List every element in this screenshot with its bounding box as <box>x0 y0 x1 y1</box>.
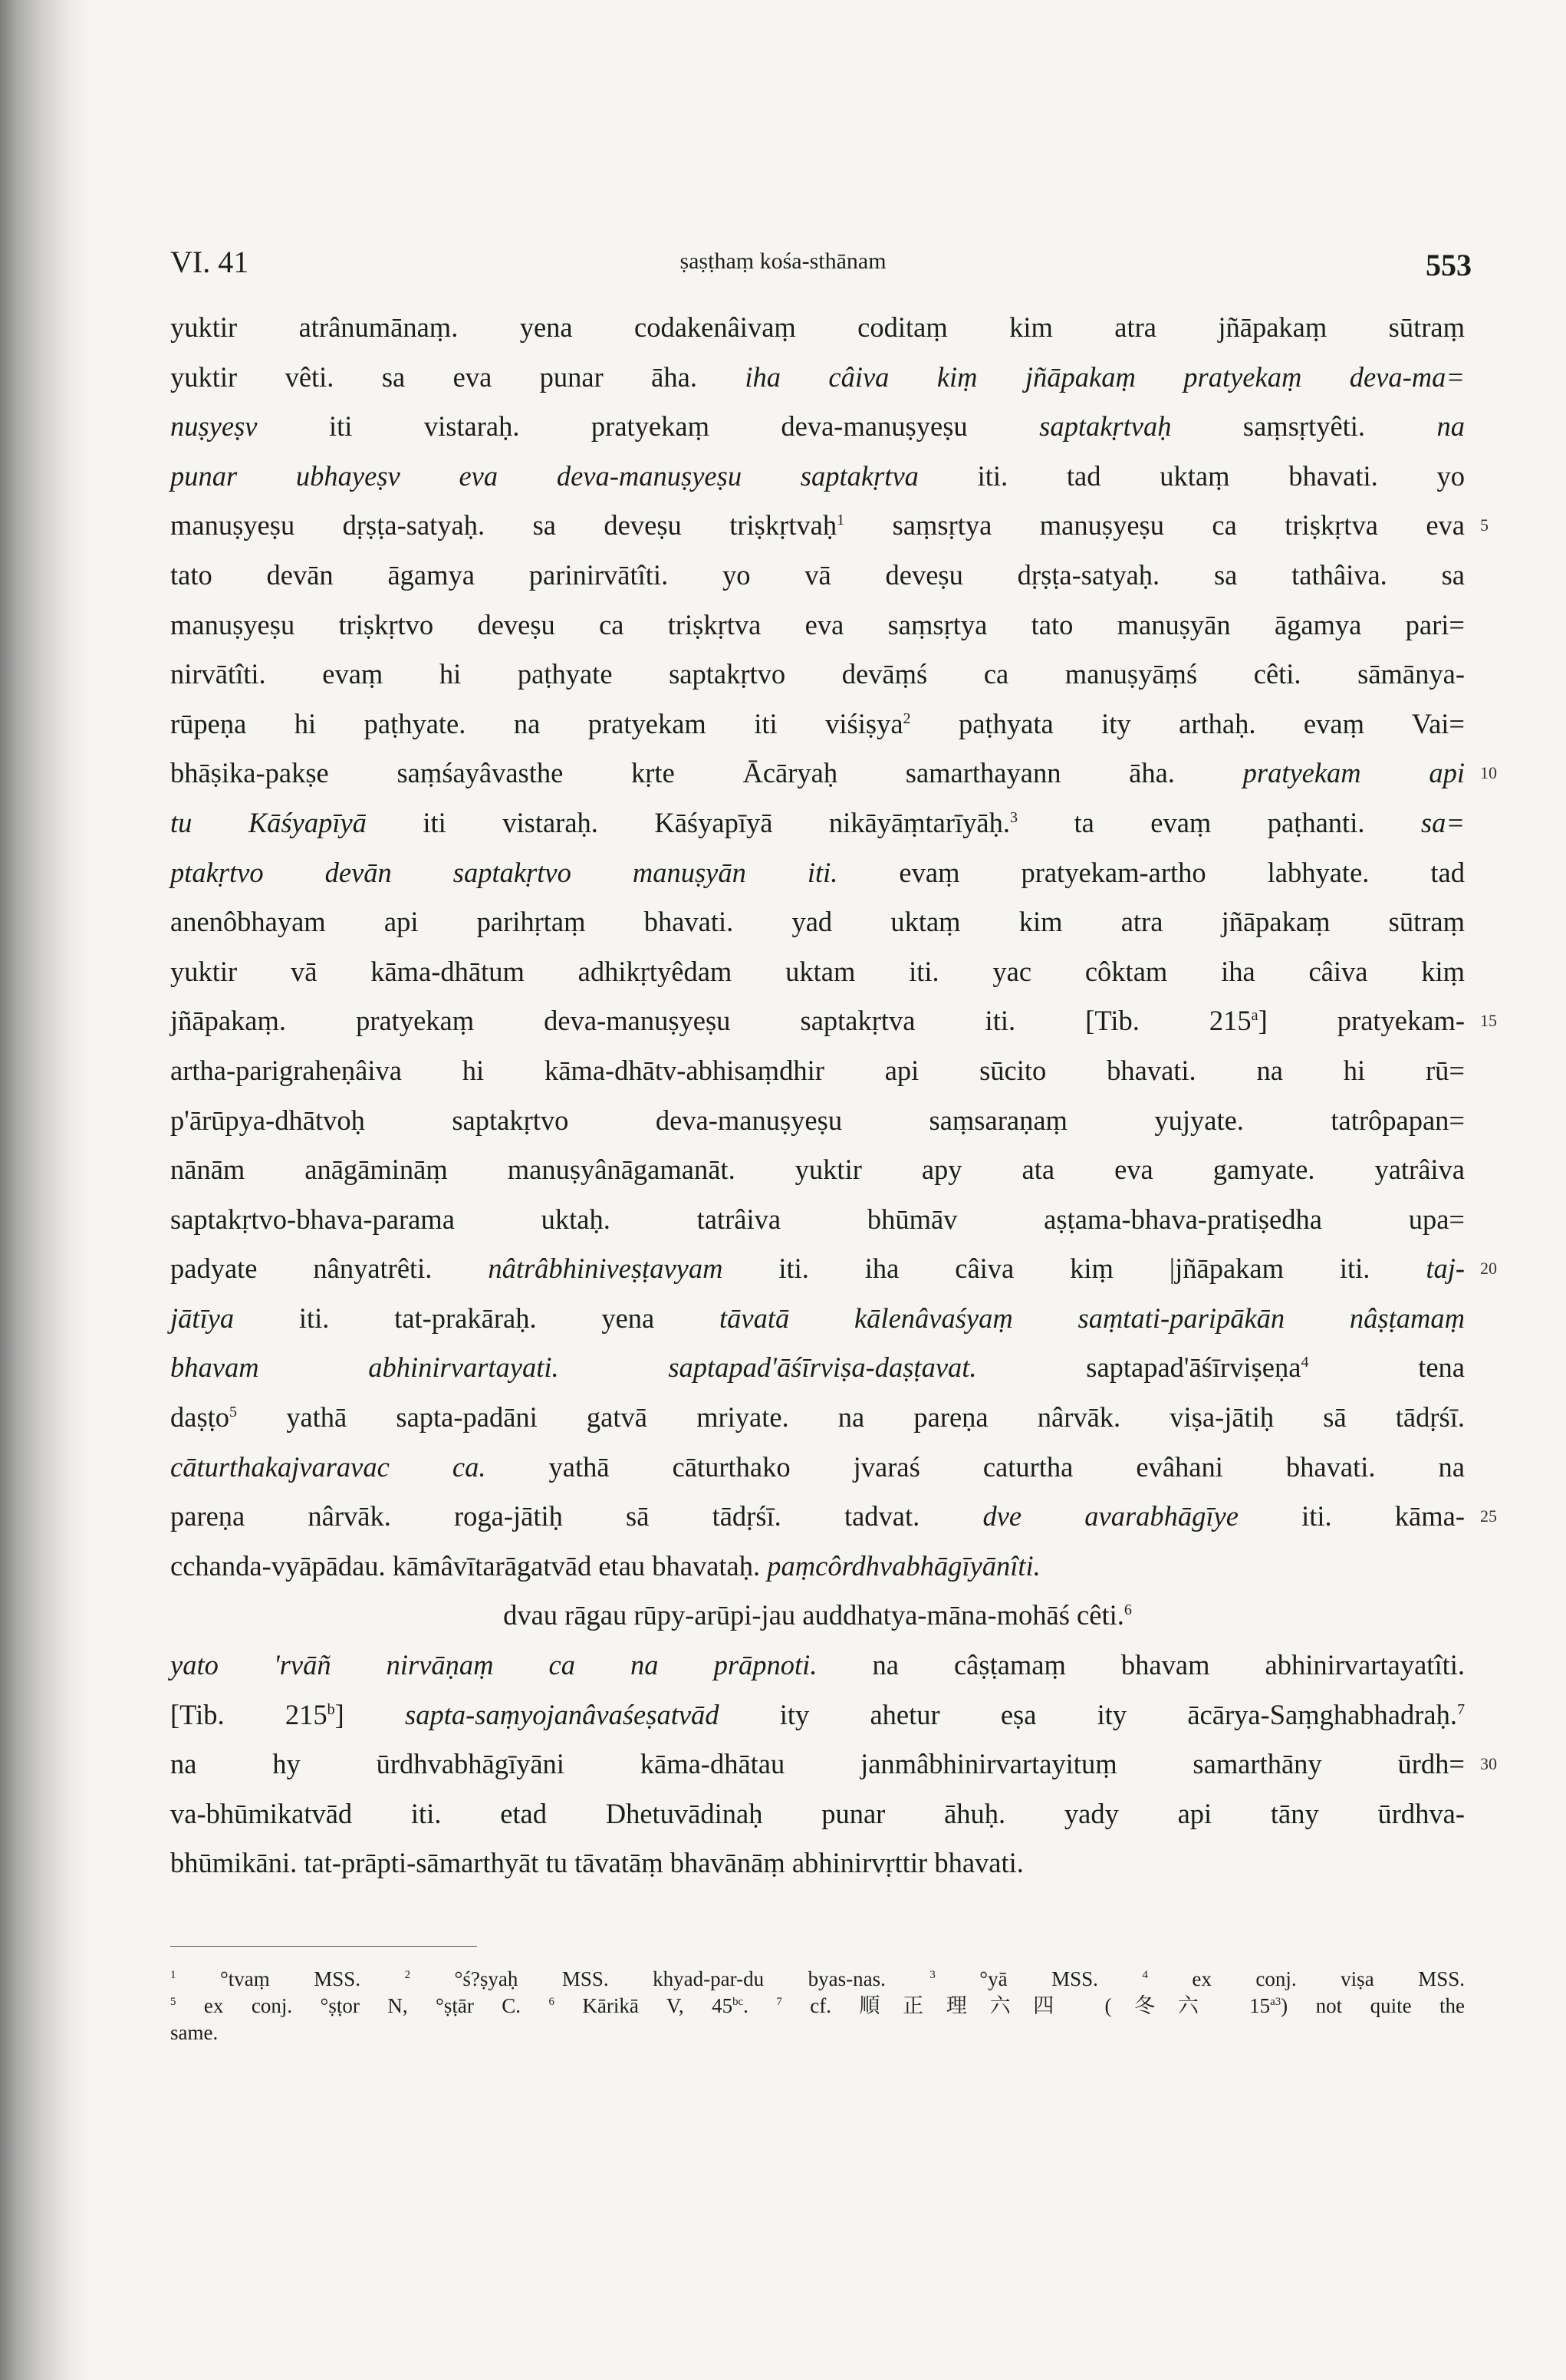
text-segment: jñāpakaṃ. pratyekaṃ deva-manuṣyeṣu saptakṛtva iti. [Tib. 215 <box>170 1005 1252 1037</box>
italic-text: pratyekam api <box>1242 757 1465 789</box>
text-line <box>170 897 1465 947</box>
text-line <box>170 303 1465 353</box>
text-line <box>170 1145 1465 1195</box>
italic-text: yato 'rvāñ nirvāṇaṃ ca na prāpnoti. <box>170 1649 818 1681</box>
footnote-rule <box>170 1946 477 1947</box>
text-segment: dvau rāgau rūpy-arūpi-jau auddhatya-māna-mohāś cêti. <box>503 1599 1124 1631</box>
text-segment: evaṃ pratyekam-artho labhyate. tad <box>837 856 1465 888</box>
superscript-marker: 5 <box>170 1996 176 2008</box>
italic-text: sa= <box>1420 806 1465 838</box>
text-segment: iti vistaraḥ. Kāśyapīyā nikāyāṃtarīyāḥ. <box>366 806 1011 838</box>
text-line <box>170 1838 1465 1888</box>
text-segment: ta evaṃ paṭhanti. <box>1018 806 1421 838</box>
superscript-marker: a3 <box>1270 1996 1281 2008</box>
text-segment: saṃsṛtyêti. <box>1171 410 1437 443</box>
text-segment: cchanda-vyāpādau. kāmâvītarāgatvād etau bhavataḥ. <box>170 1549 768 1582</box>
text-line <box>170 1046 1465 1096</box>
text-line <box>170 947 1465 997</box>
superscript-marker: 4 <box>1301 1354 1309 1371</box>
text-segment: yuktir vā kāma-dhātum adhikṛtyêdam uktam iti. yac côktam iha câiva kiṃ <box>170 955 1465 987</box>
text-line <box>170 1443 1465 1493</box>
superscript-marker: 2 <box>404 1969 411 1981</box>
line-number: 30 <box>1480 1754 1497 1774</box>
text-segment: va-bhūmikatvād iti. etad Dhetuvādinaḥ punar āhuḥ. yady api tāny ūrdhva- <box>170 1797 1465 1829</box>
superscript-marker: 1 <box>837 512 845 529</box>
text-line <box>170 501 1489 551</box>
text-segment: saptapad'āśīrviṣeṇa <box>976 1351 1301 1384</box>
text-segment: iti. iha câiva kiṃ |jñāpakam iti. <box>722 1253 1426 1285</box>
running-title: ṣaṣṭhaṃ kośa-sthānam <box>679 249 887 274</box>
text-line <box>170 601 1465 650</box>
text-segment: anenôbhayam api parihṛtaṃ bhavati. yad uktaṃ kim atra jñāpakaṃ sūtraṃ <box>170 906 1465 938</box>
italic-text: taj- <box>1426 1253 1466 1285</box>
footnote-line <box>170 1993 1465 2020</box>
superscript-marker: 3 <box>929 1969 936 1981</box>
text-segment: paṭhyata ity arthaḥ. evaṃ Vai= <box>910 707 1466 739</box>
footnote-line <box>170 2020 1465 2046</box>
text-segment: ) not quite the <box>1281 1994 1466 2017</box>
text-segment: manuṣyeṣu dṛṣṭa-satyaḥ. sa deveṣu triṣkṛtvaḥ <box>170 509 837 542</box>
text-line <box>170 1591 1465 1641</box>
text-segment: iti vistaraḥ. pratyekaṃ deva-manuṣyeṣu <box>257 410 1040 443</box>
italic-text: sapta-saṃyojanâvaśeṣatvād <box>405 1698 719 1730</box>
italic-text: na <box>1436 410 1465 443</box>
text-segment: °tvaṃ MSS. <box>176 1967 405 1990</box>
line-number: 25 <box>1480 1506 1497 1526</box>
text-segment: ] pratyekam- <box>1258 1005 1465 1037</box>
italic-text: nâtrâbhiniveṣṭavyam <box>488 1253 723 1285</box>
text-segment: yathā cāturthako jvaraś caturtha evâhani bhavati. na <box>485 1450 1465 1483</box>
text-line <box>170 1393 1465 1443</box>
superscript-marker: a <box>1251 1007 1258 1025</box>
italic-text: ptakṛtvo devān saptakṛtvo manuṣyān iti. <box>170 856 838 888</box>
text-line <box>170 996 1497 1046</box>
superscript-marker: 6 <box>548 1996 554 2008</box>
superscript-marker: 5 <box>229 1403 238 1420</box>
text-segment: iti. kāma- <box>1238 1500 1466 1532</box>
page-header <box>0 244 1566 290</box>
text-segment: rūpeṇa hi paṭhyate. na pratyekam iti viśiṣya <box>170 707 903 739</box>
text-segment: tato devān āgamya parinirvātîti. yo vā deveṣu dṛṣṭa-satyaḥ. sa tathâiva. sa <box>170 558 1465 591</box>
text-line <box>170 1492 1497 1542</box>
text-segment: °ś?ṣyaḥ MSS. khyad-par-du byas-nas. <box>410 1967 930 1990</box>
text-segment: iti. tad uktaṃ bhavati. yo <box>918 459 1465 492</box>
text-segment: iti. tat-prakāraḥ. yena <box>234 1302 719 1334</box>
text-line <box>170 551 1465 601</box>
text-segment: yuktir atrânumānaṃ. yena codakenâivaṃ coditaṃ kim atra jñāpakaṃ sūtraṃ <box>170 311 1465 343</box>
text-segment: Kārikā V, 45 <box>554 1994 733 2017</box>
italic-text: nuṣyeṣv <box>170 410 258 443</box>
footnote-line <box>170 1966 1465 1993</box>
text-segment: ] <box>334 1698 405 1730</box>
text-line <box>170 452 1465 502</box>
text-line <box>170 650 1465 700</box>
text-line <box>170 1690 1465 1740</box>
text-segment: artha-parigraheṇâiva hi kāma-dhātv-abhisaṃdhir api sūcito bhavati. na hi rū= <box>170 1054 1465 1086</box>
text-line <box>170 848 1465 898</box>
superscript-marker: 1 <box>170 1969 176 1981</box>
text-line <box>170 1343 1465 1393</box>
italic-text: cāturthakajvaravac ca. <box>170 1450 486 1483</box>
text-segment: ity ahetur eṣa ity ācārya-Saṃghabhadraḥ. <box>719 1698 1457 1730</box>
text-segment: cf. 順正理六四 (冬六 15 <box>781 1994 1271 2017</box>
italic-text: punar ubhayeṣv eva deva-manuṣyeṣu saptakṛtva <box>170 459 919 492</box>
italic-text: jātīya <box>170 1302 235 1334</box>
italic-text: saptakṛtvaḥ <box>1039 410 1172 443</box>
line-number: 20 <box>1480 1259 1497 1279</box>
superscript-marker: 2 <box>903 709 911 727</box>
text-line <box>170 700 1465 749</box>
text-line <box>170 402 1465 452</box>
text-segment: saptakṛtvo-bhava-parama uktaḥ. tatrâiva bhūmāv aṣṭama-bhava-pratiṣedha upa= <box>170 1203 1465 1235</box>
italic-text: tāvatā kālenâvaśyaṃ saṃtati-paripākān nâṣṭamaṃ <box>719 1302 1465 1334</box>
italic-text: iha câiva kiṃ jñāpakaṃ pratyekaṃ deva-ma= <box>745 360 1465 393</box>
text-line <box>170 1641 1465 1690</box>
text-segment: padyate nânyatrêti. <box>170 1253 489 1285</box>
superscript-marker: 3 <box>1010 808 1018 826</box>
italic-text: tu Kāśyapīyā <box>170 806 367 838</box>
text-line <box>170 1789 1465 1839</box>
book-spine-shadow <box>0 0 92 2380</box>
text-line <box>170 1244 1497 1294</box>
page-number: 553 <box>1426 248 1472 282</box>
superscript-marker: bc <box>732 1996 744 2008</box>
text-segment: tena <box>1308 1351 1465 1384</box>
superscript-marker: 7 <box>1456 1700 1466 1718</box>
text-segment: yathā sapta-padāni gatvā mriyate. na pareṇa nârvāk. viṣa-jātiḥ sā tādṛśī. <box>237 1401 1465 1434</box>
text-segment: bhāṣika-pakṣe saṃśayâvasthe kṛte Ācāryaḥ samarthayann āha. <box>170 757 1243 789</box>
superscript-marker: 6 <box>1124 1601 1132 1619</box>
text-segment: nānām anāgāmināṃ manuṣyânāgamanāt. yuktir apy ata eva gamyate. yatrâiva <box>170 1154 1465 1186</box>
text-line <box>170 1294 1465 1344</box>
superscript-marker: b <box>327 1700 335 1718</box>
section-reference: VI. 41 <box>170 245 249 279</box>
text-segment: same. <box>170 2021 219 2044</box>
text-segment: °yā MSS. <box>935 1967 1143 1990</box>
text-segment: p'ārūpya-dhātvoḥ saptakṛtvo deva-manuṣyeṣu saṃsaraṇaṃ yujyate. tatrôpapan= <box>170 1104 1465 1136</box>
text-segment: ex conj. viṣa MSS. <box>1147 1967 1465 1990</box>
footnotes <box>170 1966 1465 2046</box>
text-line <box>170 1195 1465 1245</box>
text-segment: na hy ūrdhvabhāgīyāni kāma-dhātau janmâbhinirvartayituṃ samarthāny ūrdh= <box>170 1748 1465 1780</box>
text-line <box>170 798 1465 848</box>
text-line <box>170 749 1497 798</box>
text-line <box>170 1542 1465 1592</box>
text-segment: nirvātîti. evaṃ hi paṭhyate saptakṛtvo devāṃś ca manuṣyāṃś cêti. sāmānya- <box>170 658 1465 690</box>
text-segment: [Tib. 215 <box>170 1698 327 1730</box>
text-segment: . <box>743 1994 777 2017</box>
italic-text: dve avarabhāgīye <box>982 1500 1239 1532</box>
text-segment: na câṣṭamaṃ bhavam abhinirvartayatîti. <box>817 1649 1465 1681</box>
line-number: 15 <box>1480 1011 1497 1031</box>
main-text <box>170 303 1497 1888</box>
italic-text: paṃcôrdhvabhāgīyānîti. <box>767 1549 1041 1582</box>
superscript-marker: 4 <box>1142 1969 1148 1981</box>
line-number: 10 <box>1480 763 1497 783</box>
text-segment: manuṣyeṣu triṣkṛtvo deveṣu ca triṣkṛtva eva saṃsṛtya tato manuṣyān āgamya pari= <box>170 608 1465 640</box>
text-segment: pareṇa nârvāk. roga-jātiḥ sā tādṛśī. tadvat. <box>170 1500 983 1532</box>
text-line <box>170 353 1465 403</box>
text-line <box>170 1096 1465 1146</box>
italic-text: bhavam abhinirvartayati. saptapad'āśīrviṣa-daṣṭavat. <box>170 1351 977 1384</box>
text-segment: bhūmikāni. tat-prāpti-sāmarthyāt tu tāvatāṃ bhavānāṃ abhinirvṛttir bhavati. <box>170 1847 1024 1879</box>
text-segment: daṣṭo <box>170 1401 230 1434</box>
text-segment: saṃsṛtya manuṣyeṣu ca triṣkṛtva eva <box>844 509 1465 542</box>
text-segment: yuktir vêti. sa eva punar āha. <box>170 360 745 393</box>
superscript-marker: 7 <box>776 1996 782 2008</box>
text-line <box>170 1740 1497 1789</box>
text-segment: ex conj. °ṣṭor N, °ṣṭār C. <box>176 1994 549 2017</box>
line-number: 5 <box>1480 515 1489 535</box>
